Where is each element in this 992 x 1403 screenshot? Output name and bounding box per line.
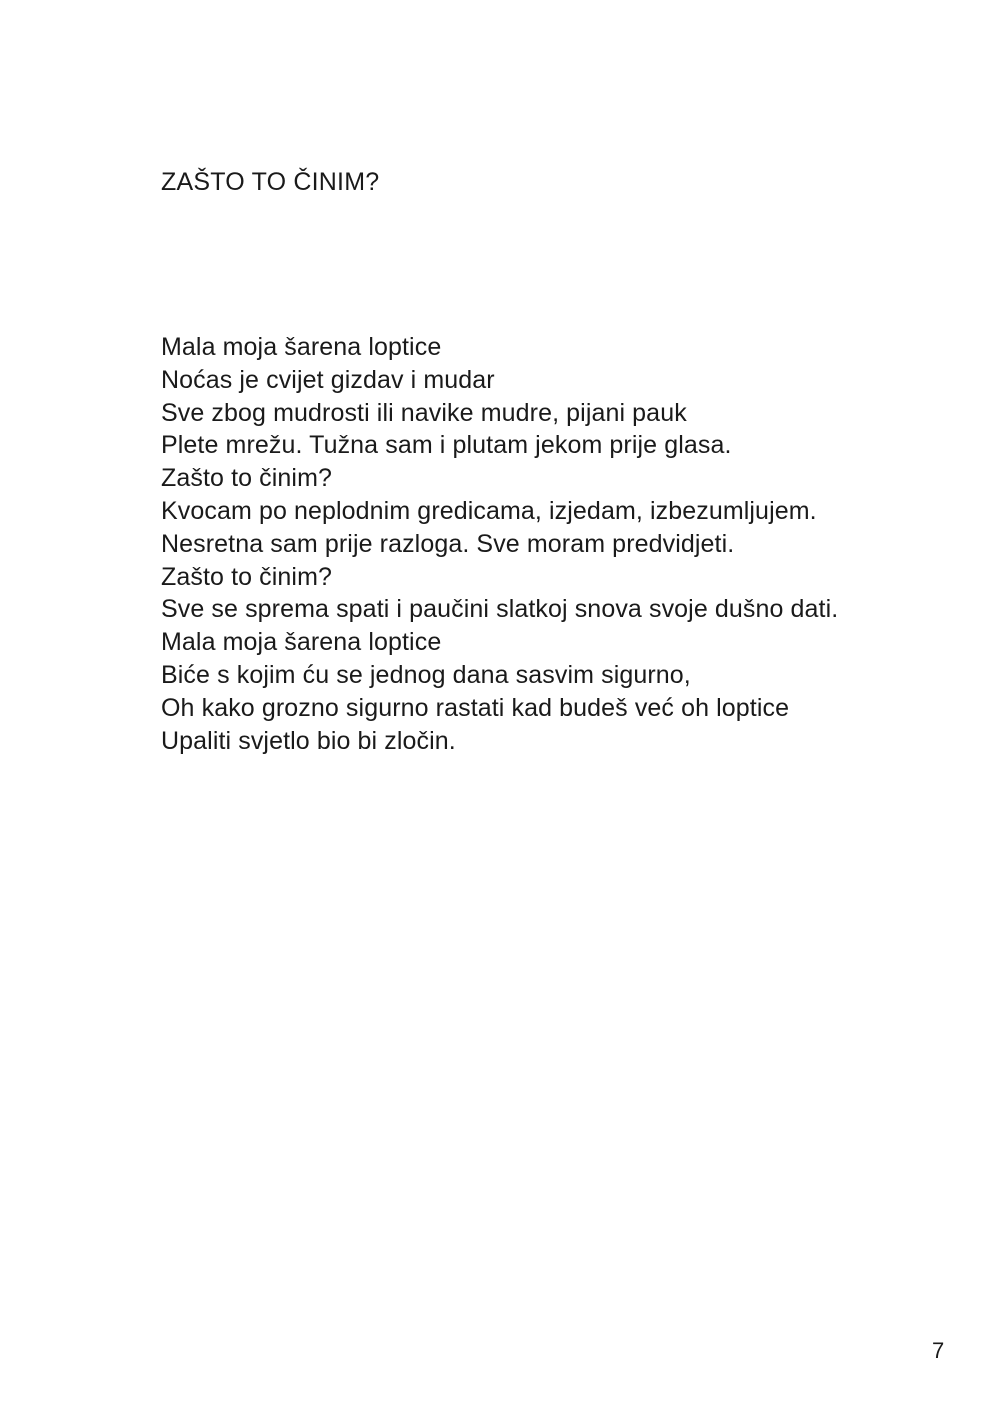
poem-title: ZAŠTO TO ČINIM? — [161, 168, 380, 196]
poem-line: Zašto to činim? — [161, 562, 333, 591]
poem-line: Mala moja šarena loptice — [161, 628, 442, 657]
poem-line: Sve se sprema spati i paučini slatkoj snova svoje dušno dati. — [161, 595, 839, 624]
poem-line: Mala moja šarena loptice — [161, 333, 442, 361]
poem-line: Oh kako grozno sigurno rastati kad budeš već oh loptice — [161, 693, 790, 722]
poem-line: Nesretna sam prije razloga. Sve moram predvidjeti. — [161, 529, 735, 558]
page-number: 7 — [932, 1338, 945, 1363]
poem-line: Noćas je cvijet gizdav i mudar — [161, 365, 495, 394]
poem-line: Zašto to činim? — [161, 464, 333, 493]
poem-line: Kvocam po neplodnim gredicama, izjedam, izbezumljujem. — [161, 496, 817, 525]
poem-body — [161, 331, 838, 757]
poem-line: Upaliti svjetlo bio bi zločin. — [161, 726, 456, 755]
poem-line: Plete mrežu. Tužna sam i plutam jekom prije glasa. — [161, 431, 732, 460]
poem-line: Sve zbog mudrosti ili navike mudre, pijani pauk — [161, 398, 687, 427]
poem-line: Biće s kojim ću se jednog dana sasvim sigurno, — [161, 660, 691, 689]
